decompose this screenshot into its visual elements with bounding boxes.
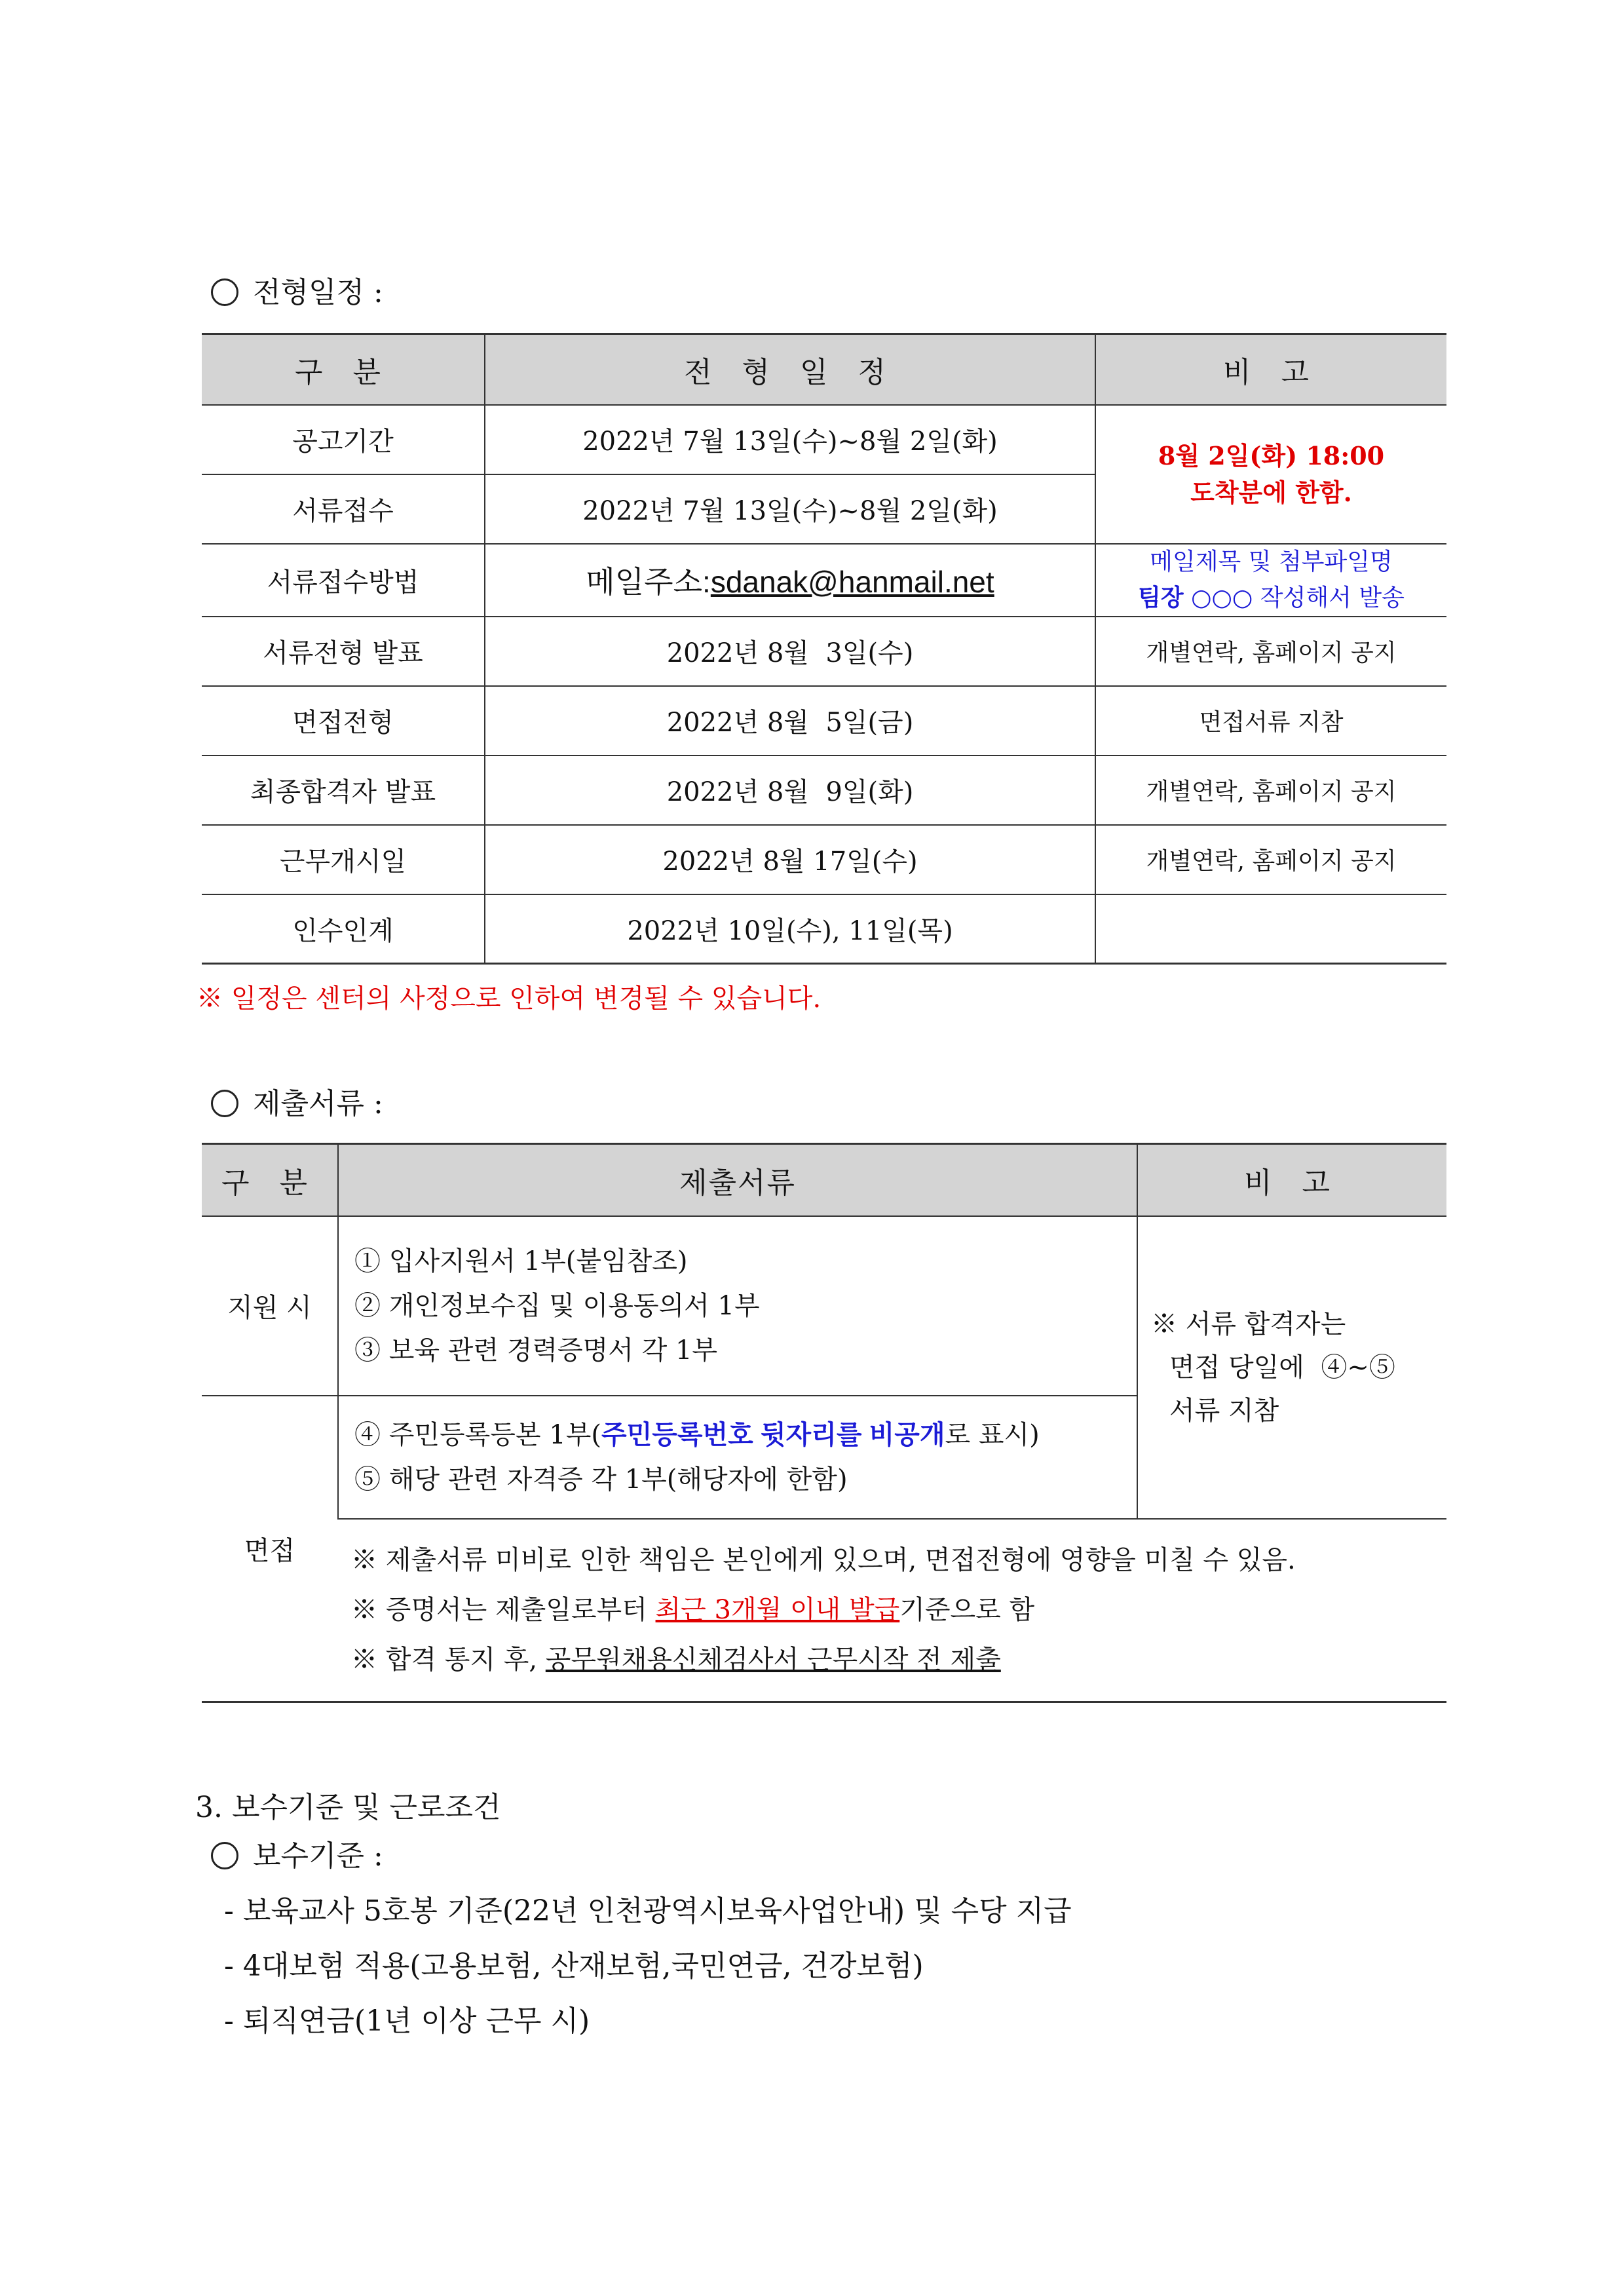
table-row [202, 1216, 1446, 1396]
row-value: 2022년 8월 3일(수) [485, 617, 1095, 686]
salary-section-title: 3. 보수기준 및 근로조건 [195, 1791, 501, 1824]
table-row [202, 617, 1446, 686]
list-item: ⑤ 해당 관련 자격증 각 1부(해당자에 한함) [354, 1464, 848, 1495]
row-value: 2022년 8월 17일(수) [485, 825, 1095, 894]
documents-header-row [202, 1144, 1446, 1216]
documents-table [202, 1143, 1446, 1703]
deadline-note: 8월 2일(화) 18:00 도착분에 한함. [1095, 405, 1446, 544]
list-item: ③ 보육 관련 경력증명서 각 1부 [354, 1335, 718, 1366]
email-cell: 메일주소:sdanak@hanmail.net [485, 544, 1095, 617]
documents-heading: 제출서류 : [211, 1080, 383, 1122]
row-note: 면접서류 지참 [1095, 686, 1446, 756]
schedule-header-row [202, 334, 1446, 405]
schedule-table [202, 333, 1446, 965]
circle-bullet-icon [211, 1842, 238, 1869]
header-documents: 제출서류 [338, 1144, 1137, 1216]
list-item: ② 개인정보수집 및 이용동의서 1부 [354, 1290, 760, 1321]
header-note: 비 고 [1137, 1144, 1446, 1216]
row-note: 개별연락, 홈페이지 공지 [1095, 825, 1446, 894]
list-item: - 퇴직연금(1년 이상 근무 시) [224, 2004, 590, 2038]
row-label: 서류접수 [292, 496, 394, 526]
header-note: 비 고 [1095, 334, 1446, 405]
notice-item: ※ 제출서류 미비로 인한 책임은 본인에게 있으며, 면접전형에 영향을 미칠 수 있음. [351, 1545, 1296, 1576]
row-note [1095, 894, 1446, 964]
header-category: 구 분 [202, 1144, 338, 1216]
header-category: 구 분 [202, 334, 485, 405]
row-value: 2022년 7월 13일(수)~8월 2일(화) [485, 474, 1095, 544]
row-note: 개별연락, 홈페이지 공지 [1095, 617, 1446, 686]
row-label: 공고기간 [292, 427, 394, 457]
interview-items [338, 1396, 1137, 1519]
email-link[interactable]: sdanak@hanmail.net [710, 565, 994, 599]
row-value: 2022년 8월 5일(금) [485, 686, 1095, 756]
list-item: - 보육교사 5호봉 기준(22년 인천광역시보육사업안내) 및 수당 지급 [224, 1894, 1072, 1928]
table-row [202, 686, 1446, 756]
list-item: - 4대보험 적용(고용보험, 산재보험,국민연금, 건강보험) [224, 1949, 924, 1983]
row-label: 근무개시일 [279, 847, 407, 877]
header-schedule: 전 형 일 정 [485, 334, 1095, 405]
row-value: 2022년 7월 13일(수)~8월 2일(화) [485, 405, 1095, 474]
list-item: ① 입사지원서 1부(붙임참조) [354, 1246, 688, 1276]
table-row [202, 756, 1446, 825]
row-label: 인수인계 [292, 915, 394, 946]
table-row [202, 405, 1446, 474]
circle-bullet-icon [211, 1090, 238, 1117]
schedule-footnote: ※ 일정은 센터의 사정으로 인하여 변경될 수 있습니다. [197, 984, 821, 1014]
interview-label: 면접 [202, 1396, 338, 1702]
row-label: 서류접수방법 [267, 567, 419, 598]
notice-item: ※ 합격 통지 후, 공무원채용신체검사서 근무시작 전 제출 [351, 1645, 1001, 1675]
row-value: 2022년 10일(수), 11일(목) [485, 894, 1095, 964]
email-note: 메일제목 및 첨부파일명 팀장 ○○○ 작성해서 발송 [1095, 544, 1446, 617]
apply-label: 지원 시 [227, 1293, 312, 1323]
row-label: 최종합격자 발표 [250, 777, 436, 807]
row-label: 면접전형 [292, 708, 394, 738]
table-row [202, 1519, 1446, 1702]
list-item: ④ 주민등록등본 1부(주민등록번호 뒷자리를 비공개로 표시) [354, 1419, 1040, 1450]
documents-notices [338, 1519, 1446, 1702]
row-note: 개별연락, 홈페이지 공지 [1095, 756, 1446, 825]
table-row [202, 544, 1446, 617]
notice-item: ※ 증명서는 제출일로부터 최근 3개월 이내 발급기준으로 함 [351, 1595, 1035, 1626]
row-value: 2022년 8월 9일(화) [485, 756, 1095, 825]
salary-heading: 보수기준 : [211, 1832, 383, 1874]
documents-note: ※ 서류 합격자는 면접 당일에 ④~⑤ 서류 지참 [1137, 1216, 1446, 1519]
apply-items [338, 1216, 1137, 1396]
table-row [202, 825, 1446, 894]
row-label: 서류전형 발표 [263, 638, 423, 668]
schedule-heading: 전형일정 : [211, 269, 383, 311]
circle-bullet-icon [211, 278, 238, 306]
table-row [202, 894, 1446, 964]
